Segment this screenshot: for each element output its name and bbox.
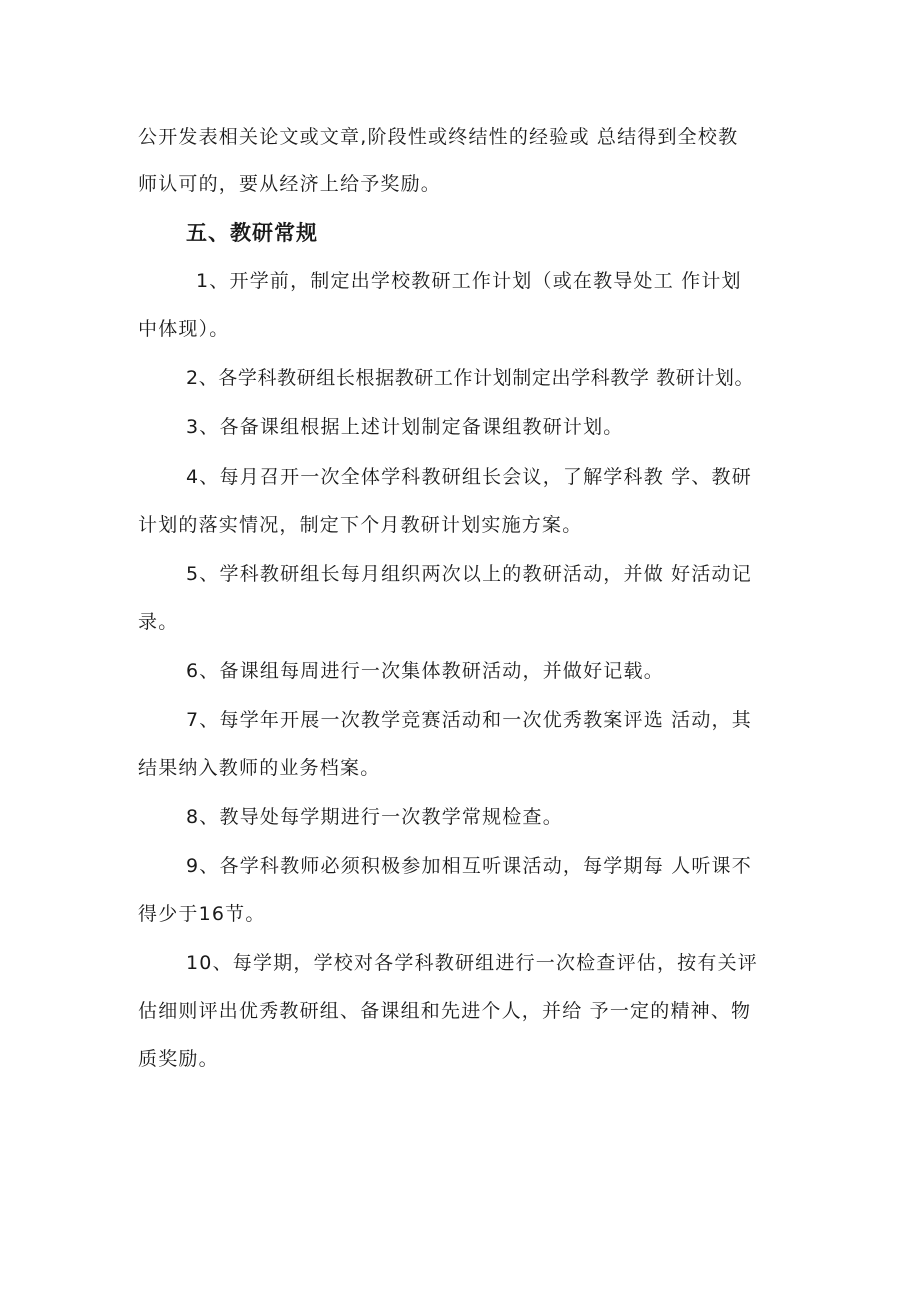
item-6-line-1: 6、备课组每周进行一次集体教研活动，并做好记载。 — [186, 660, 664, 682]
item-4-line-1: 4、每月召开一次全体学科教研组长会议，了解学科教 学、教研 — [186, 466, 752, 488]
item-10-line-3: 质奖励。 — [138, 1048, 219, 1070]
item-9-line-1: 9、各学科教师必须积极参加相互听课活动，每学期每 人听课不 — [186, 855, 752, 877]
item-5-line-1: 5、学科教研组长每月组织两次以上的教研活动，并做 好活动记 — [186, 563, 752, 585]
item-7-line-2: 结果纳入教师的业务档案。 — [138, 757, 381, 779]
item-3-line-1: 3、各备课组根据上述计划制定备课组教研计划。 — [186, 416, 624, 438]
item-5-line-2: 录。 — [138, 611, 179, 633]
item-1-line-1: 1、开学前，制定出学校教研工作计划（或在教导处工 作计划 — [196, 270, 742, 292]
item-10-line-2: 估细则评出优秀教研组、备课组和先进个人，并给 予一定的精神、物 — [138, 1000, 752, 1022]
intro-line-1: 公开发表相关论文或文章,阶段性或终结性的经验或 总结得到全校教 — [138, 126, 739, 148]
item-7-line-1: 7、每学年开展一次教学竞赛活动和一次优秀教案评选 活动，其 — [186, 709, 752, 731]
item-10-line-1: 10、每学期，学校对各学科教研组进行一次检查评估，按有关评 — [186, 952, 758, 974]
intro-line-2: 师认可的，要从经济上给予奖励。 — [138, 173, 442, 195]
item-4-line-2: 计划的落实情况，制定下个月教研计划实施方案。 — [138, 514, 583, 536]
item-9-line-2: 得少于16节。 — [138, 903, 266, 925]
item-2-line-1: 2、各学科教研组长根据教研工作计划制定出学科教学 教研计划。 — [186, 367, 755, 389]
item-8-line-1: 8、教导处每学期进行一次教学常规检查。 — [186, 806, 563, 828]
item-1-line-2: 中体现）。 — [138, 318, 230, 340]
section-heading: 五、教研常规 — [186, 221, 318, 245]
